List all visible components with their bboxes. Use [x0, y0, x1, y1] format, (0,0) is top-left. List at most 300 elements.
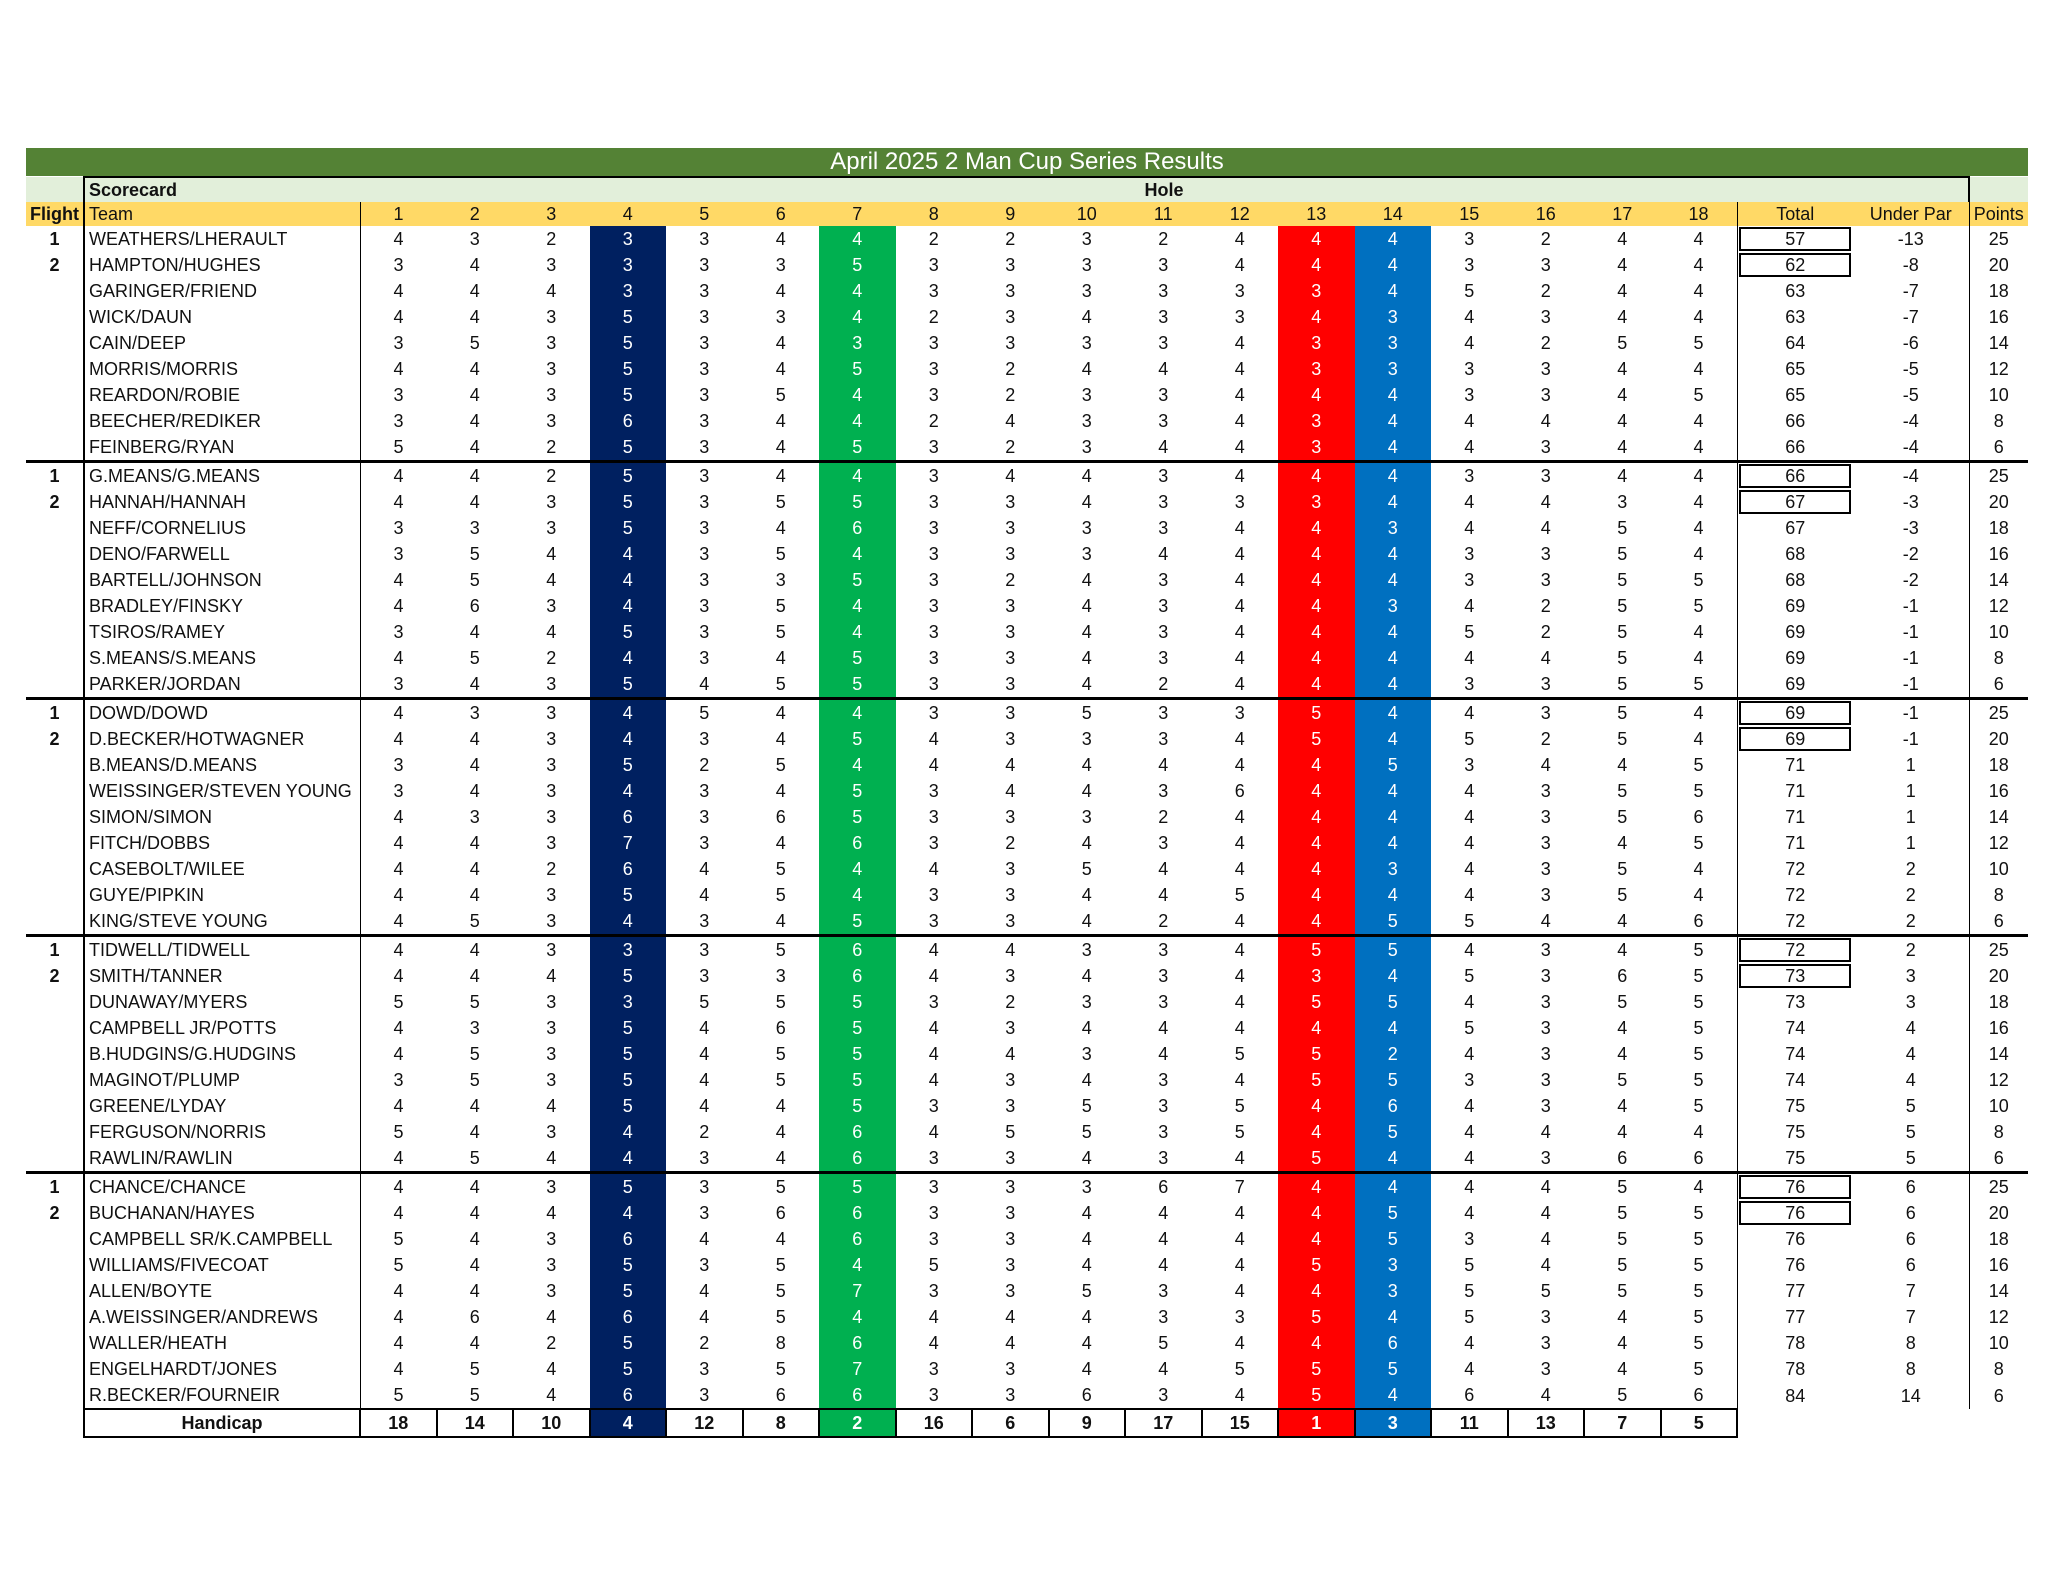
hole-16-score: 3 — [1540, 544, 1551, 564]
hole-1-score: 4 — [360, 226, 437, 252]
hole-13-score: 3 — [1278, 489, 1355, 515]
total-cell — [1737, 1145, 1853, 1173]
hole-3-score: 4 — [546, 281, 557, 301]
hole-14-score: 6 — [1355, 1330, 1432, 1356]
flight-cell — [26, 1304, 84, 1330]
hole-2-score: 4 — [469, 1122, 480, 1142]
hole-7-score: 5 — [819, 778, 896, 804]
hole-header-16: 16 — [1508, 202, 1585, 226]
hole-header-14: 14 — [1355, 202, 1432, 226]
hole-15-score: 4 — [1464, 781, 1475, 801]
team-name: A.WEISSINGER/ANDREWS — [84, 1304, 360, 1330]
hole-6-score: 5 — [743, 1173, 820, 1201]
hole-17-score: 6 — [1617, 1148, 1628, 1168]
hole-15-score: 5 — [1464, 1307, 1475, 1327]
table-row — [26, 593, 2028, 619]
hole-15-score: 4 — [1464, 833, 1475, 853]
table-row — [26, 1200, 2028, 1226]
hole-3-score: 3 — [513, 699, 590, 727]
hole-12-score: 4 — [1234, 1281, 1245, 1301]
hole-8-score: 3 — [928, 674, 939, 694]
hole-7-score: 4 — [819, 382, 896, 408]
under-par-cell: 5 — [1905, 1148, 1916, 1168]
hole-2-score: 5 — [469, 648, 480, 668]
hole-7-score: 5 — [819, 726, 896, 752]
total-header: Total — [1737, 202, 1853, 226]
hole-header-7: 7 — [819, 202, 896, 226]
hole-10-score: 4 — [1081, 359, 1092, 379]
hole-15-score: 5 — [1464, 966, 1475, 986]
hole-2-score: 3 — [469, 807, 480, 827]
team-name: BUCHANAN/HAYES — [84, 1200, 360, 1226]
table-row — [26, 408, 2028, 434]
hole-6-score: 4 — [743, 699, 820, 727]
under-par-cell: -1 — [1902, 729, 1919, 749]
hole-11-score: 4 — [1158, 1018, 1169, 1038]
hole-15-score: 4 — [1464, 885, 1475, 905]
hole-3-score: 3 — [546, 781, 557, 801]
total-cell — [1737, 489, 1853, 515]
under-par-cell: -7 — [1902, 281, 1919, 301]
hole-15-score: 4 — [1464, 1333, 1475, 1353]
results-body — [26, 226, 2028, 1437]
total-cell — [1737, 804, 1853, 830]
hole-14-score: 3 — [1355, 593, 1432, 619]
hole-2-score: 4 — [469, 1096, 480, 1116]
hole-17-score: 5 — [1617, 648, 1628, 668]
hole-9-score: 4 — [1005, 1307, 1016, 1327]
team-name: TSIROS/RAMEY — [84, 619, 360, 645]
table-row — [26, 1041, 2028, 1067]
hole-18-score: 6 — [1693, 1385, 1704, 1405]
hole-17-score: 5 — [1617, 859, 1628, 879]
hole-17-score: 4 — [1617, 1018, 1628, 1038]
hole-10-score: 4 — [1081, 570, 1092, 590]
hole-18-score: 4 — [1661, 699, 1738, 727]
points-cell: 10 — [1969, 619, 2028, 645]
team-name: MAGINOT/PLUMP — [84, 1067, 360, 1093]
hole-7-score: 6 — [819, 830, 896, 856]
hole-15-score: 4 — [1464, 1203, 1475, 1223]
total-cell — [1737, 1173, 1853, 1201]
hole-15-score: 3 — [1464, 385, 1475, 405]
hole-4-score: 5 — [590, 752, 667, 778]
under-par-cell: 1 — [1905, 833, 1916, 853]
table-row — [26, 963, 2028, 989]
hole-7-score: 6 — [819, 1119, 896, 1145]
hole-18-score: 4 — [1661, 462, 1738, 490]
hole-16-score: 3 — [1540, 1359, 1551, 1379]
hole-13-score: 5 — [1278, 699, 1355, 727]
under-par-cell: 6 — [1905, 1255, 1916, 1275]
hole-3-score: 3 — [546, 255, 557, 275]
hole-1-score: 4 — [360, 1330, 437, 1356]
hole-16-score: 3 — [1540, 966, 1551, 986]
hole-14-score: 4 — [1355, 699, 1432, 727]
flight-cell — [26, 671, 84, 699]
under-par-header: Under Par — [1853, 202, 1969, 226]
hole-14-score: 5 — [1355, 752, 1432, 778]
hole-3-score: 2 — [546, 437, 557, 457]
hole-15-score: 3 — [1464, 674, 1475, 694]
points-cell: 16 — [1969, 1015, 2028, 1041]
hole-10-score: 5 — [1049, 699, 1126, 727]
hole-13-score: 4 — [1278, 1226, 1355, 1252]
hole-8-score: 4 — [896, 936, 973, 964]
hole-14-score: 4 — [1355, 1145, 1432, 1173]
hole-5-score: 2 — [699, 1122, 710, 1142]
total-cell — [1737, 434, 1853, 462]
hole-6-score: 3 — [775, 966, 786, 986]
hole-9-score: 3 — [1005, 1148, 1016, 1168]
hole-15-score: 4 — [1431, 699, 1508, 727]
hole-10-score: 4 — [1081, 911, 1092, 931]
hole-18-score: 5 — [1693, 1333, 1704, 1353]
hole-5-score: 3 — [699, 229, 710, 249]
hole-11-score: 4 — [1158, 544, 1169, 564]
hole-1-score: 4 — [360, 699, 437, 727]
points-cell: 16 — [1969, 778, 2028, 804]
points-cell: 25 — [1969, 1173, 2028, 1201]
hole-15-score: 4 — [1464, 1096, 1475, 1116]
hole-11-score: 3 — [1158, 307, 1169, 327]
total-value: 65 — [1785, 385, 1806, 405]
hole-9-score: 2 — [1005, 385, 1016, 405]
team-name: HAMPTON/HUGHES — [84, 252, 360, 278]
hole-5-score: 3 — [666, 936, 743, 964]
hole-10-score: 3 — [1049, 936, 1126, 964]
hole-11-score: 4 — [1158, 437, 1169, 457]
points-cell: 20 — [1969, 252, 2028, 278]
hole-4-score: 5 — [590, 1067, 667, 1093]
hole-8-score: 4 — [928, 1018, 939, 1038]
total-value-boxed: 57 — [1739, 227, 1851, 251]
hole-8-score: 4 — [928, 755, 939, 775]
hole-11-score: 3 — [1158, 648, 1169, 668]
hole-7-score: 5 — [819, 489, 896, 515]
team-name: BRADLEY/FINSKY — [84, 593, 360, 619]
hole-5-score: 4 — [699, 1307, 710, 1327]
hole-5-score: 2 — [699, 755, 710, 775]
team-name: BARTELL/JOHNSON — [84, 567, 360, 593]
points-cell: 6 — [1969, 1145, 2028, 1173]
total-value: 67 — [1785, 518, 1806, 538]
hole-13-score: 4 — [1278, 1278, 1355, 1304]
hole-13-score: 4 — [1278, 462, 1355, 490]
hole-8-score: 3 — [928, 437, 939, 457]
hole-11-score: 5 — [1158, 1333, 1169, 1353]
hole-12-score: 4 — [1234, 411, 1245, 431]
hole-13-score: 4 — [1278, 593, 1355, 619]
under-par-cell: 1 — [1905, 807, 1916, 827]
handicap-total-blank — [1737, 1409, 1853, 1437]
points-cell: 10 — [1969, 382, 2028, 408]
hole-5-score: 3 — [666, 462, 743, 490]
hole-13-score: 5 — [1278, 1304, 1355, 1330]
hole-6-score: 5 — [775, 1070, 786, 1090]
hole-9-score: 3 — [972, 699, 1049, 727]
table-row — [26, 882, 2028, 908]
hole-5-score: 5 — [666, 699, 743, 727]
hole-1-score: 4 — [360, 1356, 437, 1382]
hole-11-score: 6 — [1125, 1173, 1202, 1201]
hole-17-score: 4 — [1617, 437, 1628, 457]
total-value: 74 — [1785, 1018, 1806, 1038]
points-cell: 12 — [1969, 593, 2028, 619]
under-par-cell: -2 — [1902, 544, 1919, 564]
hole-7-score: 7 — [819, 1278, 896, 1304]
hole-9-score: 3 — [1005, 1070, 1016, 1090]
hole-5-score: 3 — [699, 1203, 710, 1223]
hole-3-score: 2 — [546, 229, 557, 249]
hole-16-score: 3 — [1540, 359, 1551, 379]
hole-17-score: 5 — [1617, 781, 1628, 801]
hole-10-score: 5 — [1081, 1281, 1092, 1301]
hole-17-score: 5 — [1617, 1203, 1628, 1223]
hole-7-score: 4 — [819, 278, 896, 304]
hole-10-score: 3 — [1081, 411, 1092, 431]
hole-1-score: 5 — [360, 434, 437, 462]
total-cell — [1737, 1067, 1853, 1093]
points-cell: 16 — [1969, 1252, 2028, 1278]
hole-10-score: 4 — [1081, 596, 1092, 616]
hole-5-score: 4 — [699, 1018, 710, 1038]
hole-17-score: 5 — [1617, 622, 1628, 642]
team-name: PARKER/JORDAN — [84, 671, 360, 699]
under-par-cell: 1 — [1905, 755, 1916, 775]
hole-15-score: 5 — [1464, 1281, 1475, 1301]
hole-3-score: 3 — [546, 1255, 557, 1275]
hole-11-score: 3 — [1158, 596, 1169, 616]
team-name: R.BECKER/FOURNEIR — [84, 1382, 360, 1409]
hole-4-score: 5 — [590, 434, 667, 462]
under-par-cell: -4 — [1902, 437, 1919, 457]
under-par-cell: -7 — [1902, 307, 1919, 327]
hole-10-score: 4 — [1081, 307, 1092, 327]
hole-2-score: 5 — [469, 544, 480, 564]
total-cell — [1737, 408, 1853, 434]
hole-12-score: 5 — [1234, 1044, 1245, 1064]
hole-17-score: 4 — [1584, 462, 1661, 490]
hole-16-score: 4 — [1540, 1385, 1551, 1405]
handicap-hole-13: 1 — [1278, 1409, 1355, 1437]
hole-10-score: 4 — [1081, 781, 1092, 801]
hole-12-score: 4 — [1234, 1018, 1245, 1038]
hole-16-score: 4 — [1540, 911, 1551, 931]
total-value: 74 — [1785, 1044, 1806, 1064]
hole-7-score: 6 — [819, 1382, 896, 1409]
table-row — [26, 330, 2028, 356]
hole-2-score: 5 — [469, 570, 480, 590]
hole-10-score: 4 — [1081, 1229, 1092, 1249]
hole-14-score: 5 — [1355, 1067, 1432, 1093]
hole-11-score: 3 — [1158, 333, 1169, 353]
hole-7-score: 5 — [819, 434, 896, 462]
hole-10-score: 5 — [1081, 1122, 1092, 1142]
hole-8-score: 3 — [928, 492, 939, 512]
hole-3-score: 3 — [546, 674, 557, 694]
total-value-boxed: 66 — [1739, 464, 1851, 488]
hole-8-score: 2 — [928, 411, 939, 431]
hole-8-score: 3 — [928, 1203, 939, 1223]
hole-2-score: 4 — [469, 1255, 480, 1275]
total-cell — [1737, 1304, 1853, 1330]
hole-18-score: 5 — [1693, 1281, 1704, 1301]
hole-11-score: 4 — [1158, 1044, 1169, 1064]
hole-6-score: 5 — [775, 755, 786, 775]
hole-5-score: 3 — [699, 1148, 710, 1168]
hole-4-score: 5 — [590, 882, 667, 908]
handicap-hole-9: 6 — [972, 1409, 1049, 1437]
total-cell — [1737, 462, 1853, 490]
hole-4-score: 4 — [590, 541, 667, 567]
points-cell: 6 — [1969, 1382, 2028, 1409]
hole-9-score: 3 — [1005, 859, 1016, 879]
hole-10-score: 4 — [1081, 1203, 1092, 1223]
table-row — [26, 671, 2028, 699]
hole-4-score: 5 — [590, 619, 667, 645]
hole-4-score: 4 — [590, 1145, 667, 1173]
hole-4-score: 4 — [590, 593, 667, 619]
hole-16-score: 3 — [1540, 1307, 1551, 1327]
hole-4-score: 6 — [590, 804, 667, 830]
hole-11-score: 3 — [1125, 462, 1202, 490]
hole-16-score: 4 — [1540, 648, 1551, 668]
handicap-label: Handicap — [84, 1409, 360, 1437]
hole-2-score: 4 — [469, 833, 480, 853]
hole-14-score: 4 — [1355, 489, 1432, 515]
header-blank-right — [1969, 177, 2028, 202]
points-cell: 8 — [1969, 408, 2028, 434]
hole-16-score: 3 — [1540, 885, 1551, 905]
hole-15-score: 3 — [1464, 229, 1475, 249]
hole-3-score: 3 — [546, 359, 557, 379]
hole-16-score: 3 — [1540, 255, 1551, 275]
hole-17-score: 4 — [1617, 307, 1628, 327]
total-value-boxed: 76 — [1739, 1201, 1851, 1225]
hole-6-score: 5 — [775, 492, 786, 512]
total-value-boxed: 69 — [1739, 701, 1851, 725]
hole-2-score: 3 — [469, 518, 480, 538]
hole-6-score: 6 — [775, 1203, 786, 1223]
hole-8-score: 3 — [896, 699, 973, 727]
hole-16-score: 3 — [1540, 1096, 1551, 1116]
hole-4-score: 4 — [590, 1119, 667, 1145]
hole-4-score: 5 — [590, 304, 667, 330]
hole-3-score: 4 — [546, 1359, 557, 1379]
table-row — [26, 726, 2028, 752]
hole-13-score: 4 — [1278, 541, 1355, 567]
hole-8-score: 3 — [928, 333, 939, 353]
hole-13-score: 4 — [1278, 226, 1355, 252]
flight-cell — [26, 1145, 84, 1173]
flight-cell — [26, 382, 84, 408]
table-row — [26, 1145, 2028, 1173]
results-sheet — [26, 148, 2028, 1438]
hole-10-score: 4 — [1081, 755, 1092, 775]
hole-16-score: 4 — [1540, 411, 1551, 431]
hole-4-score: 3 — [590, 226, 667, 252]
total-cell — [1737, 1330, 1853, 1356]
hole-8-score: 4 — [928, 1122, 939, 1142]
hole-1-score: 4 — [360, 908, 437, 936]
hole-12-score: 4 — [1234, 1229, 1245, 1249]
hole-9-score: 3 — [1005, 966, 1016, 986]
table-row — [26, 1278, 2028, 1304]
hole-6-score: 5 — [743, 936, 820, 964]
hole-14-score: 4 — [1355, 804, 1432, 830]
under-par-cell: 6 — [1905, 1203, 1916, 1223]
hole-8-score: 4 — [928, 1070, 939, 1090]
hole-10-score: 4 — [1081, 1255, 1092, 1275]
hole-14-score: 5 — [1355, 908, 1432, 936]
hole-8-score: 3 — [928, 359, 939, 379]
team-name: B.HUDGINS/G.HUDGINS — [84, 1041, 360, 1067]
hole-3-score: 3 — [546, 1281, 557, 1301]
points-cell: 14 — [1969, 567, 2028, 593]
hole-15-score: 3 — [1464, 1229, 1475, 1249]
hole-8-score: 2 — [928, 229, 939, 249]
hole-2-score: 6 — [469, 1307, 480, 1327]
total-cell — [1737, 645, 1853, 671]
hole-17-score: 4 — [1617, 1122, 1628, 1142]
hole-12-score: 3 — [1234, 492, 1245, 512]
under-par-cell: 14 — [1900, 1385, 1921, 1406]
hole-9-score: 3 — [1005, 544, 1016, 564]
hole-14-score: 4 — [1355, 278, 1432, 304]
hole-6-score: 5 — [775, 1281, 786, 1301]
hole-8-score: 3 — [928, 833, 939, 853]
hole-9-score: 3 — [1005, 674, 1016, 694]
hole-18-score: 5 — [1693, 1018, 1704, 1038]
hole-7-score: 5 — [819, 1093, 896, 1119]
under-par-cell: 4 — [1905, 1018, 1916, 1038]
hole-4-score: 5 — [590, 356, 667, 382]
hole-6-score: 4 — [743, 462, 820, 490]
total-value: 71 — [1785, 807, 1806, 827]
hole-5-score: 3 — [699, 729, 710, 749]
hole-5-score: 3 — [699, 622, 710, 642]
flight-header: Flight — [26, 202, 84, 226]
total-cell — [1737, 778, 1853, 804]
handicap-hole-5: 12 — [666, 1409, 743, 1437]
hole-1-score: 4 — [360, 1173, 437, 1201]
hole-13-score: 5 — [1278, 1382, 1355, 1409]
hole-2-score: 4 — [469, 674, 480, 694]
hole-3-score: 3 — [546, 333, 557, 353]
hole-6-score: 4 — [775, 1148, 786, 1168]
hole-15-score: 3 — [1464, 544, 1475, 564]
hole-11-score: 4 — [1158, 1229, 1169, 1249]
hole-15-score: 4 — [1464, 1122, 1475, 1142]
hole-18-score: 4 — [1693, 859, 1704, 879]
table-row — [26, 541, 2028, 567]
hole-15-score: 5 — [1464, 281, 1475, 301]
hole-4-score: 5 — [590, 963, 667, 989]
hole-4-score: 5 — [590, 1173, 667, 1201]
hole-5-score: 4 — [699, 885, 710, 905]
flight-cell — [26, 1278, 84, 1304]
hole-8-score: 4 — [928, 1044, 939, 1064]
table-row — [26, 1015, 2028, 1041]
hole-1-score: 5 — [360, 1252, 437, 1278]
hole-17-score: 5 — [1617, 885, 1628, 905]
hole-8-score: 2 — [928, 307, 939, 327]
hole-4-score: 5 — [590, 1252, 667, 1278]
hole-5-score: 3 — [699, 570, 710, 590]
hole-16-score: 3 — [1508, 699, 1585, 727]
points-cell: 8 — [1969, 1119, 2028, 1145]
